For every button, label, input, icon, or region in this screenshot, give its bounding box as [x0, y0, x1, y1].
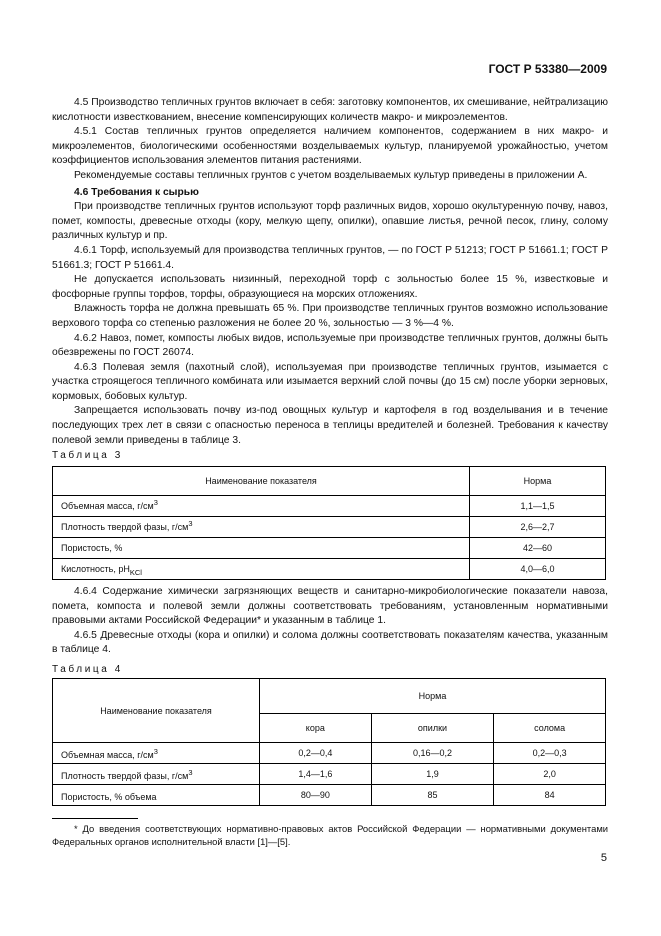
table-row: [53, 764, 606, 785]
para-4-6-2: 4.6.2 Навоз, помет, компосты любых видов, используемые при производстве тепличных грунтов, должны быть обезврежены по ГОСТ 26074.: [52, 332, 608, 359]
para-4-5-1: 4.5.1 Состав тепличных грунтов определяется наличием компонентов, содержанием в них макро- и микроэлементов, биологическими особенностями возделываемых культур, планируемой урожайностью, учетом коэффициентов использования элементов питания растениями.: [52, 126, 608, 167]
table-3-caption: Таблица 3: [52, 450, 123, 461]
table-4-caption: Таблица 4: [52, 664, 123, 675]
table-4-cell-value: 0,2—0,3: [494, 743, 606, 764]
para-4-6-1: 4.6.1 Торф, используемый для производства тепличных грунтов, — по ГОСТ Р 51213; ГОСТ Р 51661.1; ГОСТ Р 51661.3; ГОСТ Р 51661.4.: [52, 244, 608, 271]
table-3-cell-value: 42—60: [470, 538, 606, 559]
page-number: 5: [600, 852, 607, 864]
table-4: [52, 678, 606, 806]
table-4-subheader-straw: солома: [494, 714, 606, 743]
table-4-subheader-bark: кора: [260, 714, 372, 743]
table-row: [53, 517, 606, 538]
footnote-divider: [52, 818, 138, 819]
table-4-header-norm: Норма: [260, 679, 606, 714]
para-4-5: 4.5 Производство тепличных грунтов включает в себя: заготовку компонентов, их смешивание, нейтрализацию кислотности известкованием, внесение компенсирующих количеств макро- и микроэлементов.: [52, 97, 608, 123]
table-3-cell-name: Объемная масса, $г/см^3$: [53, 496, 470, 517]
table-4-cell-value: 85: [371, 785, 494, 806]
table-3-cell-name: Кислотность, $pH_{KCl}$: [53, 559, 470, 580]
table-4-cell-name: Объемная масса, $г/см^3$: [53, 743, 260, 764]
table-4-cell-name: Плотность твердой фазы, $г/см^3$: [53, 764, 260, 785]
document-number: ГОСТ Р 53380—2009: [488, 62, 607, 76]
table-4-cell-value: 2,0: [494, 764, 606, 785]
table-4-cell-value: 1,4—1,6: [260, 764, 372, 785]
table-row: [53, 743, 606, 764]
table-4-cell-name: Пористость, % объема: [53, 785, 260, 806]
para-4-6-3: 4.6.3 Полевая земля (пахотный слой), используемая при производстве тепличных грунтов, изымается с участка строящегося тепличного комбината или изымается верхний слой почвы (до 15 см) после уборки зерновых, кормовых, бобовых культур.: [52, 361, 608, 402]
table-4-cell-value: 80—90: [260, 785, 372, 806]
text-block-middle: [52, 585, 608, 658]
table-row: [53, 496, 606, 517]
para-peat-lowland: Не допускается использовать низинный, переходной торф с зольностью более 15 %, известковые и фосфорные группы торфов, торфы, образующиеся на морских отложениях.: [52, 274, 608, 300]
para-peat-moisture: Влажность торфа не должна превышать 65 %. При производстве тепличных грунтов возможно использование верхового торфа со степенью разложения не более 20 %, зольностью — 3 %—4 %.: [52, 303, 608, 329]
footnote-text: * До введения соответствующих нормативно-правовых актов Российской Федерации — нормативными документами Федеральных органов исполнительной власти [1]—[5].: [52, 823, 608, 847]
table-4-cell-value: 1,9: [371, 764, 494, 785]
text-block-top: [52, 96, 608, 448]
table-3-header-norm: Норма: [470, 467, 606, 496]
table-4-header-name: Наименование показателя: [53, 679, 260, 743]
heading-4-6: 4.6 Требования к сырью: [74, 186, 199, 198]
para-4-6-intro: При производстве тепличных грунтов используют торф различных видов, хорошо окультуренную почву, навоз, помет, компосты, древесные отходы (кору, мелкую щепу, опилки), опавшие листья, речной песок, глину, солому различных культур и пр.: [52, 201, 608, 242]
para-prohibited: Запрещается использовать почву из-под овощных культур и картофеля в год возделывания и в течение последующих трех лет в связи с опасностью переноса в теплицы вредителей и болезней. Требования к качеству полевой земли приведены в таблице 3.: [52, 405, 608, 446]
table-row: [53, 559, 606, 580]
table-3-header-name: Наименование показателя: [53, 467, 470, 496]
table-4-subheader-sawdust: опилки: [371, 714, 494, 743]
table-row: [53, 785, 606, 806]
para-4-6-4: 4.6.4 Содержание химически загрязняющих веществ и санитарно-микробиологические показатели навоза, помета, компоста и полевой земли должны соответствовать требованиям, установленным нормативными правовыми актами Российской Федерации* и указанным в таблице 1.: [52, 586, 608, 627]
para-recommended: Рекомендуемые составы тепличных грунтов с учетом возделываемых культур приведены в приложении А.: [74, 169, 588, 181]
table-4-cell-value: 0,16—0,2: [371, 743, 494, 764]
table-3-cell-value: 1,1—1,5: [470, 496, 606, 517]
table-row: [53, 538, 606, 559]
table-3-cell-name: Плотность твердой фазы, $г/см^3$: [53, 517, 470, 538]
table-3-cell-value: 2,6—2,7: [470, 517, 606, 538]
table-3-cell-name: Пористость, %: [53, 538, 470, 559]
table-4-cell-value: 0,2—0,4: [260, 743, 372, 764]
table-3-cell-value: 4,0—6,0: [470, 559, 606, 580]
table-4-cell-value: 84: [494, 785, 606, 806]
para-4-6-5: 4.6.5 Древесные отходы (кора и опилки) и солома должны соответствовать показателям качества, указанным в таблице 4.: [52, 629, 608, 656]
footnote: [52, 822, 608, 848]
table-3: [52, 466, 606, 580]
